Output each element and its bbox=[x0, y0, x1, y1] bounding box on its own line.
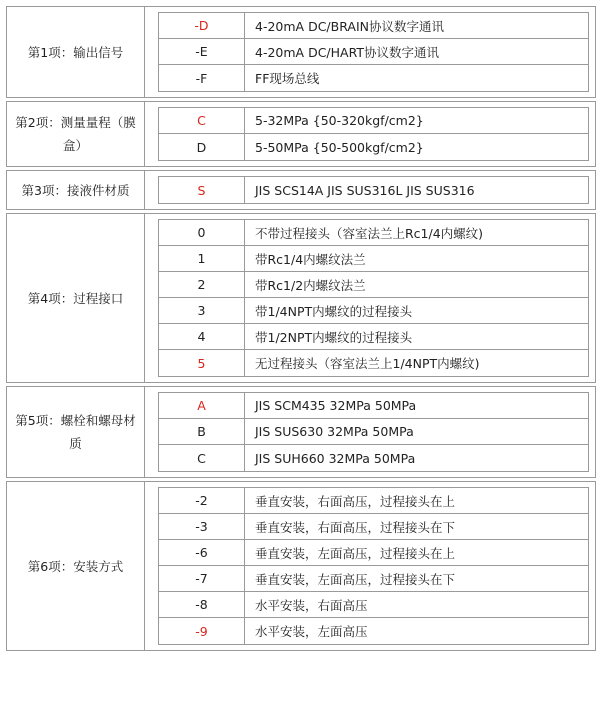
option-description: 垂直安装，右面高压，过程接头在上 bbox=[255, 493, 456, 509]
option-row bbox=[159, 324, 588, 350]
option-row bbox=[159, 540, 588, 566]
option-description: JIS SUH660 32MPa 50MPa bbox=[255, 450, 416, 466]
option-description: 无过程接头（容室法兰上1/4NPT内螺纹) bbox=[255, 356, 480, 371]
option-description: 垂直安装，左面高压，过程接头在上 bbox=[255, 545, 456, 561]
options-table bbox=[158, 107, 589, 161]
option-row bbox=[159, 592, 588, 618]
option-description: 4-20mA DC/BRAIN协议数字通讯 bbox=[255, 18, 444, 34]
option-description: 水平安装，左面高压 bbox=[255, 624, 368, 639]
option-code: 3 bbox=[159, 298, 245, 323]
option-description: 带Rc1/2内螺纹法兰 bbox=[255, 277, 366, 293]
option-description: 带Rc1/4内螺纹法兰 bbox=[255, 251, 366, 267]
option-row bbox=[159, 419, 588, 445]
section-label: 第4项：过程接口 bbox=[7, 214, 145, 382]
option-code: -8 bbox=[159, 592, 245, 617]
option-row bbox=[159, 108, 588, 134]
option-code: 4 bbox=[159, 324, 245, 349]
option-row bbox=[159, 65, 588, 91]
options-cell bbox=[146, 214, 595, 382]
spec-section bbox=[6, 101, 596, 167]
option-code: -D bbox=[159, 13, 245, 38]
section-label: 第2项：测量量程（膜盒） bbox=[7, 102, 145, 166]
option-description: 带1/2NPT内螺纹的过程接头 bbox=[255, 329, 413, 345]
option-row bbox=[159, 393, 588, 419]
option-code: -F bbox=[159, 65, 245, 91]
option-code: 5 bbox=[159, 350, 245, 376]
options-cell bbox=[146, 102, 595, 166]
options-table bbox=[158, 392, 589, 472]
option-description: 带1/4NPT内螺纹的过程接头 bbox=[255, 303, 413, 319]
spec-section bbox=[6, 170, 596, 210]
option-code: 2 bbox=[159, 272, 245, 297]
option-code: A bbox=[159, 393, 245, 418]
option-row bbox=[159, 566, 588, 592]
section-label: 第6项：安装方式 bbox=[7, 482, 145, 650]
section-label: 第3项：接液件材质 bbox=[7, 171, 145, 209]
option-code: B bbox=[159, 419, 245, 444]
options-cell bbox=[146, 171, 595, 209]
option-description: 垂直安装，右面高压，过程接头在下 bbox=[255, 519, 456, 535]
option-code: C bbox=[159, 445, 245, 471]
options-cell bbox=[146, 482, 595, 650]
option-row bbox=[159, 514, 588, 540]
spec-section bbox=[6, 213, 596, 383]
options-table bbox=[158, 487, 589, 645]
spec-section bbox=[6, 386, 596, 478]
option-description: 5-32MPa {50-320kgf/cm2} bbox=[255, 113, 424, 128]
option-description: 5-50MPa {50-500kgf/cm2} bbox=[255, 139, 424, 155]
option-code: -E bbox=[159, 39, 245, 64]
option-code: D bbox=[159, 134, 245, 160]
option-row bbox=[159, 246, 588, 272]
option-row bbox=[159, 618, 588, 644]
option-row bbox=[159, 298, 588, 324]
option-code: 0 bbox=[159, 220, 245, 245]
option-code: -9 bbox=[159, 618, 245, 644]
option-description: 水平安装，右面高压 bbox=[255, 597, 368, 613]
section-label: 第1项：输出信号 bbox=[7, 7, 145, 97]
option-code: 1 bbox=[159, 246, 245, 271]
spec-section bbox=[6, 6, 596, 98]
option-row bbox=[159, 134, 588, 160]
option-row bbox=[159, 220, 588, 246]
option-description: JIS SUS630 32MPa 50MPa bbox=[255, 424, 414, 439]
option-description: 垂直安装，左面高压，过程接头在下 bbox=[255, 571, 456, 587]
option-description: JIS SCS14A JIS SUS316L JIS SUS316 bbox=[255, 182, 475, 198]
options-cell bbox=[146, 7, 595, 97]
spec-section bbox=[6, 481, 596, 651]
option-row bbox=[159, 177, 588, 203]
options-cell bbox=[146, 387, 595, 477]
option-row bbox=[159, 39, 588, 65]
option-row bbox=[159, 272, 588, 298]
section-label: 第5项：螺栓和螺母材质 bbox=[7, 387, 145, 477]
options-table bbox=[158, 176, 589, 204]
options-table bbox=[158, 12, 589, 92]
option-code: C bbox=[159, 108, 245, 133]
option-description: 4-20mA DC/HART协议数字通讯 bbox=[255, 44, 439, 60]
option-row bbox=[159, 13, 588, 39]
option-code: -6 bbox=[159, 540, 245, 565]
option-row bbox=[159, 445, 588, 471]
option-description: FF现场总线 bbox=[255, 71, 320, 86]
option-row bbox=[159, 350, 588, 376]
options-table bbox=[158, 219, 589, 377]
option-code: -7 bbox=[159, 566, 245, 591]
option-code: -2 bbox=[159, 488, 245, 513]
option-code: S bbox=[159, 177, 245, 203]
option-description: 不带过程接头（容室法兰上Rc1/4内螺纹) bbox=[255, 225, 484, 241]
option-description: JIS SCM435 32MPa 50MPa bbox=[255, 398, 417, 413]
option-row bbox=[159, 488, 588, 514]
option-code: -3 bbox=[159, 514, 245, 539]
